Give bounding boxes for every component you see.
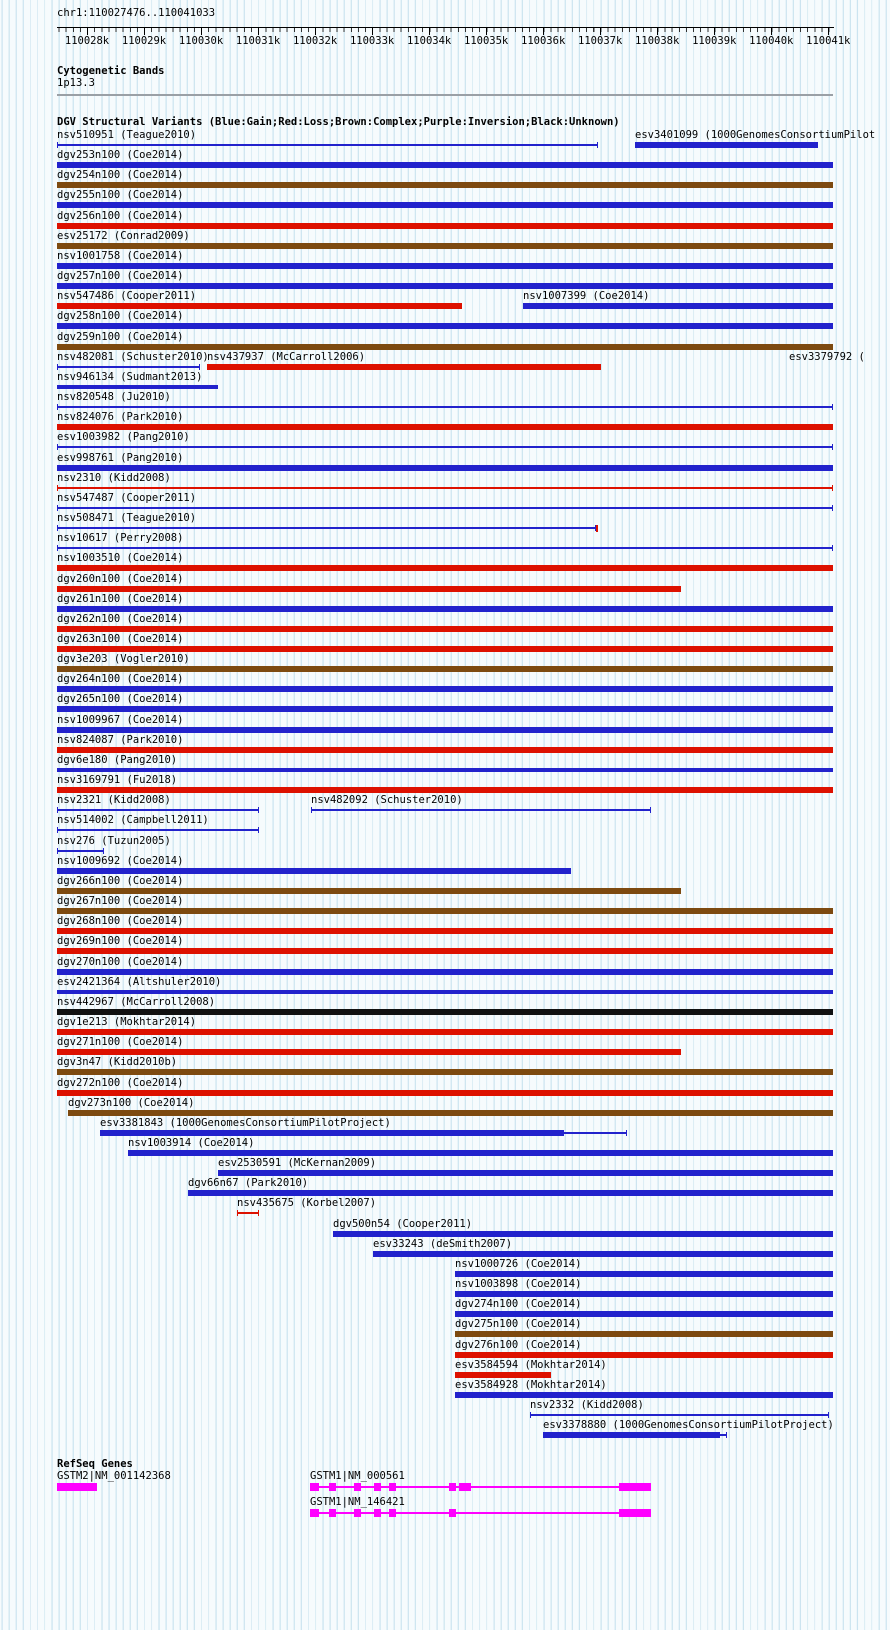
- variant-label[interactable]: nsv2321 (Kidd2008): [57, 794, 171, 807]
- ruler-minor-ticks: [57, 28, 834, 32]
- variant-bar[interactable]: [57, 990, 833, 994]
- variant-endpoint-tick: [258, 1210, 259, 1216]
- ruler-major-tick: [201, 27, 202, 35]
- variant-label[interactable]: dgv253n100 (Coe2014): [57, 149, 184, 162]
- variant-label[interactable]: dgv265n100 (Coe2014): [57, 693, 184, 706]
- variant-endpoint-tick: [57, 404, 58, 410]
- ruler-major-tick: [828, 27, 829, 35]
- variant-label[interactable]: dgv259n100 (Coe2014): [57, 330, 184, 343]
- variant-bar[interactable]: [57, 1090, 833, 1096]
- dgv-section-title: DGV Structural Variants (Blue:Gain;Red:Loss;Brown:Complex;Purple:Inversion;Black:Unknown): [57, 116, 620, 128]
- variant-bar[interactable]: [57, 646, 833, 652]
- variant-label[interactable]: nsv1003510 (Coe2014): [57, 552, 184, 565]
- variant-label[interactable]: nsv508471 (Teague2010): [57, 512, 197, 525]
- ruler-tick-label: 110039k: [692, 35, 737, 47]
- variant-bar[interactable]: [57, 626, 833, 632]
- variant-span-line[interactable]: [57, 829, 259, 831]
- variant-bar[interactable]: [68, 1110, 833, 1116]
- ruler-tick-label: 110029k: [121, 35, 167, 47]
- gene-exon[interactable]: [354, 1509, 361, 1517]
- variant-label[interactable]: nsv820548 (Ju2010): [57, 391, 171, 404]
- variant-endpoint-tick: [57, 505, 58, 511]
- variant-label[interactable]: dgv272n100 (Coe2014): [57, 1076, 184, 1089]
- ruler-major-tick: [87, 27, 88, 35]
- variant-label[interactable]: dgv6e180 (Pang2010): [57, 753, 178, 766]
- variant-bar[interactable]: [373, 1251, 833, 1257]
- variant-span-line[interactable]: [237, 1212, 259, 1214]
- variant-bar[interactable]: [57, 908, 833, 914]
- variant-label[interactable]: nsv824076 (Park2010): [57, 411, 184, 424]
- variant-endpoint-tick: [832, 444, 833, 450]
- variant-bar[interactable]: [57, 263, 833, 269]
- variant-bar[interactable]: [455, 1271, 833, 1277]
- variant-endpoint-tick: [57, 485, 58, 491]
- gene-box[interactable]: [57, 1483, 97, 1491]
- variant-bar[interactable]: [57, 1049, 681, 1055]
- ruler-tick-label: 110036k: [521, 35, 566, 47]
- variant-span-line[interactable]: [563, 1132, 627, 1134]
- variant-endpoint-tick: [832, 505, 833, 511]
- ruler-major-tick: [258, 27, 259, 35]
- variant-label[interactable]: dgv260n100 (Coe2014): [57, 572, 184, 585]
- variant-endpoint-tick: [57, 525, 58, 531]
- variant-label[interactable]: esv2421364 (Altshuler2010): [57, 975, 222, 988]
- variant-bar[interactable]: [57, 565, 833, 571]
- variant-span-line[interactable]: [311, 809, 651, 811]
- variant-bar[interactable]: [57, 586, 681, 592]
- variant-bar[interactable]: [100, 1130, 563, 1136]
- gene-exon[interactable]: [374, 1509, 381, 1517]
- variant-label[interactable]: nsv482081 (Schuster2010): [57, 350, 209, 363]
- variant-label[interactable]: dgv264n100 (Coe2014): [57, 673, 184, 686]
- ruler-tick-label: 110035k: [463, 35, 509, 47]
- variant-label[interactable]: dgv1e213 (Mokhtar2014): [57, 1016, 197, 1029]
- variant-bar[interactable]: [455, 1291, 833, 1297]
- ruler-tick-label: 110032k: [292, 35, 338, 47]
- variant-label[interactable]: esv3584594 (Mokhtar2014): [455, 1358, 607, 1371]
- variant-label[interactable]: dgv271n100 (Coe2014): [57, 1036, 184, 1049]
- variant-bar[interactable]: [57, 768, 833, 772]
- variant-endpoint-tick: [563, 1130, 564, 1136]
- variant-bar[interactable]: [57, 666, 833, 672]
- variant-label[interactable]: esv3401099 (1000GenomesConsortiumPilot: [635, 129, 876, 141]
- variant-span-line[interactable]: [57, 850, 104, 852]
- variant-endpoint-tick: [832, 485, 833, 491]
- variant-label[interactable]: nsv547487 (Cooper2011): [57, 491, 197, 504]
- ruler-major-tick: [600, 27, 601, 35]
- variant-span-line[interactable]: [57, 809, 259, 811]
- variant-label[interactable]: dgv255n100 (Coe2014): [57, 189, 184, 202]
- variant-span-line[interactable]: [57, 487, 833, 489]
- variant-endpoint-tick: [258, 807, 259, 813]
- variant-bar[interactable]: [57, 465, 833, 471]
- variant-bar[interactable]: [57, 928, 833, 934]
- variant-label[interactable]: dgv261n100 (Coe2014): [57, 592, 184, 605]
- gene-intron-line[interactable]: [310, 1512, 651, 1514]
- ruler-tick-label: 110037k: [578, 35, 623, 47]
- variant-bar[interactable]: [455, 1372, 551, 1378]
- variant-label[interactable]: nsv1000726 (Coe2014): [455, 1257, 582, 1270]
- variant-label[interactable]: esv3379792 (: [789, 350, 865, 363]
- variant-label[interactable]: nsv1007399 (Coe2014): [523, 290, 650, 303]
- variant-bar[interactable]: [128, 1150, 833, 1156]
- variant-endpoint-tick: [103, 848, 104, 854]
- variant-label[interactable]: dgv254n100 (Coe2014): [57, 169, 184, 182]
- variant-endpoint-tick: [832, 404, 833, 410]
- variant-span-line[interactable]: [57, 507, 833, 509]
- gene-exon[interactable]: [329, 1483, 336, 1491]
- variant-label[interactable]: dgv275n100 (Coe2014): [455, 1318, 582, 1331]
- variant-label[interactable]: dgv262n100 (Coe2014): [57, 612, 184, 625]
- variant-endpoint-tick: [57, 545, 58, 551]
- gene-exon[interactable]: [329, 1509, 336, 1517]
- variant-label[interactable]: dgv3e203 (Vogler2010): [57, 653, 190, 666]
- variant-endpoint-tick: [719, 1432, 720, 1438]
- ruler-tick-label: 110040k: [749, 35, 794, 47]
- ruler-tick-label: 110031k: [235, 35, 281, 47]
- variant-label[interactable]: esv3378880 (1000GenomesConsortiumPilotProject): [543, 1419, 834, 1432]
- ruler-major-tick: [543, 27, 544, 35]
- variant-label[interactable]: nsv435675 (Korbel2007): [237, 1197, 377, 1210]
- variant-bar[interactable]: [543, 1432, 719, 1438]
- variant-label[interactable]: esv998761 (Pang2010): [57, 451, 184, 464]
- variant-bar[interactable]: [57, 948, 833, 954]
- ruler-tick-label: 110028k: [64, 35, 110, 47]
- gene-exon[interactable]: [459, 1483, 471, 1491]
- variant-label[interactable]: nsv510951 (Teague2010): [57, 129, 197, 141]
- variant-label[interactable]: nsv1003914 (Coe2014): [128, 1137, 255, 1149]
- variant-label[interactable]: nsv10617 (Perry2008): [57, 532, 184, 545]
- variant-bar[interactable]: [333, 1231, 833, 1237]
- variant-endpoint-tick: [57, 142, 58, 148]
- variant-label[interactable]: dgv263n100 (Coe2014): [57, 633, 184, 645]
- variant-bar[interactable]: [57, 1069, 833, 1075]
- variant-bar[interactable]: [455, 1331, 833, 1337]
- ruler-tick-label: 110030k: [178, 35, 224, 47]
- gene-exon[interactable]: [449, 1483, 456, 1491]
- variant-label[interactable]: dgv268n100 (Coe2014): [57, 915, 184, 928]
- variant-bar[interactable]: [57, 969, 833, 975]
- variant-bar[interactable]: [57, 303, 462, 309]
- variant-bar[interactable]: [57, 1029, 833, 1035]
- variant-endpoint-tick: [650, 807, 651, 813]
- variant-label[interactable]: esv1003982 (Pang2010): [57, 431, 190, 444]
- variant-bar[interactable]: [57, 344, 833, 350]
- variant-bar[interactable]: [635, 142, 818, 148]
- variant-endpoint-tick: [57, 444, 58, 450]
- ruler-tick-label: 110041k: [806, 35, 851, 47]
- gene-exon[interactable]: [310, 1483, 319, 1491]
- variant-endpoint-tick: [57, 364, 58, 370]
- ruler-major-tick: [657, 27, 658, 35]
- variant-endpoint-tick: [530, 1412, 531, 1418]
- gene-exon[interactable]: [389, 1483, 396, 1491]
- variant-endpoint-tick: [828, 1412, 829, 1418]
- variant-label[interactable]: nsv437937 (McCarroll2006): [207, 350, 366, 363]
- variant-span-line[interactable]: [57, 446, 833, 448]
- variant-label[interactable]: esv25172 (Conrad2009): [57, 229, 190, 242]
- variant-span-line[interactable]: [57, 144, 598, 146]
- variant-span-line[interactable]: [57, 527, 596, 529]
- variant-label[interactable]: nsv276 (Tuzun2005): [57, 834, 171, 847]
- ruler-major-tick: [144, 27, 145, 35]
- variant-label[interactable]: nsv3169791 (Fu2018): [57, 774, 178, 787]
- variant-bar[interactable]: [57, 686, 833, 692]
- variant-label[interactable]: dgv256n100 (Coe2014): [57, 209, 184, 222]
- variant-bar[interactable]: [57, 424, 833, 430]
- variant-bar[interactable]: [57, 706, 833, 712]
- variant-endpoint-tick: [57, 848, 58, 854]
- gene-exon[interactable]: [619, 1509, 651, 1517]
- ruler-major-tick: [714, 27, 715, 35]
- variant-endpoint-tick: [57, 807, 58, 813]
- variant-label[interactable]: esv3381843 (1000GenomesConsortiumPilotProject): [100, 1116, 391, 1129]
- variant-endpoint-tick: [199, 364, 200, 370]
- variant-bar[interactable]: [57, 182, 833, 188]
- variant-bar[interactable]: [455, 1352, 833, 1358]
- cytoband-section-title: Cytogenetic Bands: [57, 65, 165, 77]
- variant-bar[interactable]: [523, 303, 833, 309]
- variant-label[interactable]: esv3584928 (Mokhtar2014): [455, 1378, 607, 1391]
- variant-bar[interactable]: [57, 727, 833, 733]
- variant-endpoint-tick: [832, 545, 833, 551]
- ruler-major-tick: [771, 27, 772, 35]
- variant-label[interactable]: nsv547486 (Cooper2011): [57, 290, 197, 303]
- ruler-tick-label: 110034k: [406, 35, 452, 47]
- variant-label[interactable]: nsv2310 (Kidd2008): [57, 471, 171, 484]
- gene-exon[interactable]: [374, 1483, 381, 1491]
- variant-bar[interactable]: [57, 606, 833, 612]
- variant-label[interactable]: nsv1009967 (Coe2014): [57, 713, 184, 726]
- variant-bar[interactable]: [455, 1392, 833, 1398]
- variant-endpoint-tick: [726, 1432, 727, 1438]
- variant-span-line[interactable]: [57, 547, 833, 549]
- variant-label[interactable]: nsv1001758 (Coe2014): [57, 249, 184, 262]
- variant-label[interactable]: nsv824087 (Park2010): [57, 733, 184, 746]
- gene-label[interactable]: GSTM1|NM_146421: [310, 1496, 405, 1508]
- variant-bar[interactable]: [57, 787, 833, 793]
- variant-bar[interactable]: [57, 747, 833, 753]
- gene-exon[interactable]: [389, 1509, 396, 1517]
- variant-endpoint-tick: [311, 807, 312, 813]
- variant-bar[interactable]: [455, 1311, 833, 1317]
- cytoband-label[interactable]: 1p13.3: [57, 77, 95, 89]
- variant-span-line[interactable]: [530, 1414, 829, 1416]
- variant-label[interactable]: nsv2332 (Kidd2008): [530, 1399, 644, 1412]
- ruler-tick-label: 110033k: [349, 35, 395, 47]
- variant-span-line[interactable]: [57, 406, 833, 408]
- ruler-tick-label: 110038k: [635, 35, 680, 47]
- variant-label[interactable]: dgv273n100 (Coe2014): [68, 1096, 195, 1109]
- gene-exon[interactable]: [354, 1483, 361, 1491]
- gene-exon[interactable]: [449, 1509, 456, 1517]
- variant-bar[interactable]: [57, 323, 833, 329]
- variant-label[interactable]: esv33243 (deSmith2007): [373, 1237, 513, 1250]
- variant-endpoint-tick: [597, 142, 598, 148]
- gene-intron-line[interactable]: [310, 1486, 651, 1488]
- ruler-major-tick: [315, 27, 316, 35]
- cytoband-track-line: [57, 94, 833, 96]
- variant-endpoint-tick: [258, 827, 259, 833]
- gene-exon[interactable]: [310, 1509, 319, 1517]
- ruler-major-tick: [372, 27, 373, 35]
- variant-label[interactable]: dgv269n100 (Coe2014): [57, 935, 184, 948]
- variant-label[interactable]: nsv442967 (McCarroll2008): [57, 995, 216, 1008]
- variant-bar[interactable]: [57, 888, 681, 894]
- variant-label[interactable]: nsv514002 (Campbell2011): [57, 814, 209, 827]
- variant-label[interactable]: esv2530591 (McKernan2009): [218, 1157, 377, 1170]
- variant-bar[interactable]: [57, 385, 218, 389]
- variant-label[interactable]: nsv482092 (Schuster2010): [311, 794, 463, 807]
- variant-label[interactable]: dgv274n100 (Coe2014): [455, 1298, 582, 1311]
- variant-label[interactable]: dgv500n54 (Cooper2011): [333, 1217, 473, 1230]
- variant-bar[interactable]: [57, 283, 833, 289]
- variant-bar[interactable]: [57, 162, 833, 168]
- variant-bar[interactable]: [57, 223, 833, 229]
- region-title: chr1:110027476..110041033: [57, 7, 216, 19]
- variant-bar[interactable]: [188, 1190, 833, 1196]
- gene-exon[interactable]: [619, 1483, 651, 1491]
- variant-label[interactable]: dgv270n100 (Coe2014): [57, 955, 184, 968]
- variant-label[interactable]: dgv257n100 (Coe2014): [57, 270, 184, 283]
- variant-label[interactable]: dgv66n67 (Park2010): [188, 1177, 309, 1190]
- variant-endpoint-tick: [626, 1130, 627, 1136]
- variant-label[interactable]: dgv267n100 (Coe2014): [57, 895, 184, 908]
- variant-label[interactable]: nsv946134 (Sudmant2013): [57, 370, 203, 383]
- variant-label[interactable]: dgv276n100 (Coe2014): [455, 1338, 582, 1351]
- variant-bar[interactable]: [57, 1009, 833, 1015]
- variant-bar[interactable]: [57, 243, 833, 249]
- refseq-section-title: RefSeq Genes: [57, 1458, 133, 1470]
- gene-label[interactable]: GSTM2|NM_001142368: [57, 1470, 171, 1482]
- variant-bar[interactable]: [207, 364, 601, 370]
- variant-endpoint-tick: [237, 1210, 238, 1216]
- variant-endpoint-tick: [57, 827, 58, 833]
- variant-bar[interactable]: [218, 1170, 833, 1176]
- variant-label[interactable]: dgv3n47 (Kidd2010b): [57, 1056, 178, 1069]
- variant-label[interactable]: dgv258n100 (Coe2014): [57, 310, 184, 323]
- ruler-major-tick: [429, 27, 430, 35]
- ruler-major-tick: [486, 27, 487, 35]
- gene-label[interactable]: GSTM1|NM_000561: [310, 1470, 405, 1482]
- variant-span-line[interactable]: [57, 366, 200, 368]
- variant-label[interactable]: dgv266n100 (Coe2014): [57, 874, 184, 887]
- variant-bar[interactable]: [57, 202, 833, 208]
- variant-bar[interactable]: [57, 868, 571, 874]
- variant-label[interactable]: nsv1009692 (Coe2014): [57, 854, 184, 867]
- variant-label[interactable]: nsv1003898 (Coe2014): [455, 1278, 582, 1291]
- variant-endpoint-tick[interactable]: [596, 525, 598, 532]
